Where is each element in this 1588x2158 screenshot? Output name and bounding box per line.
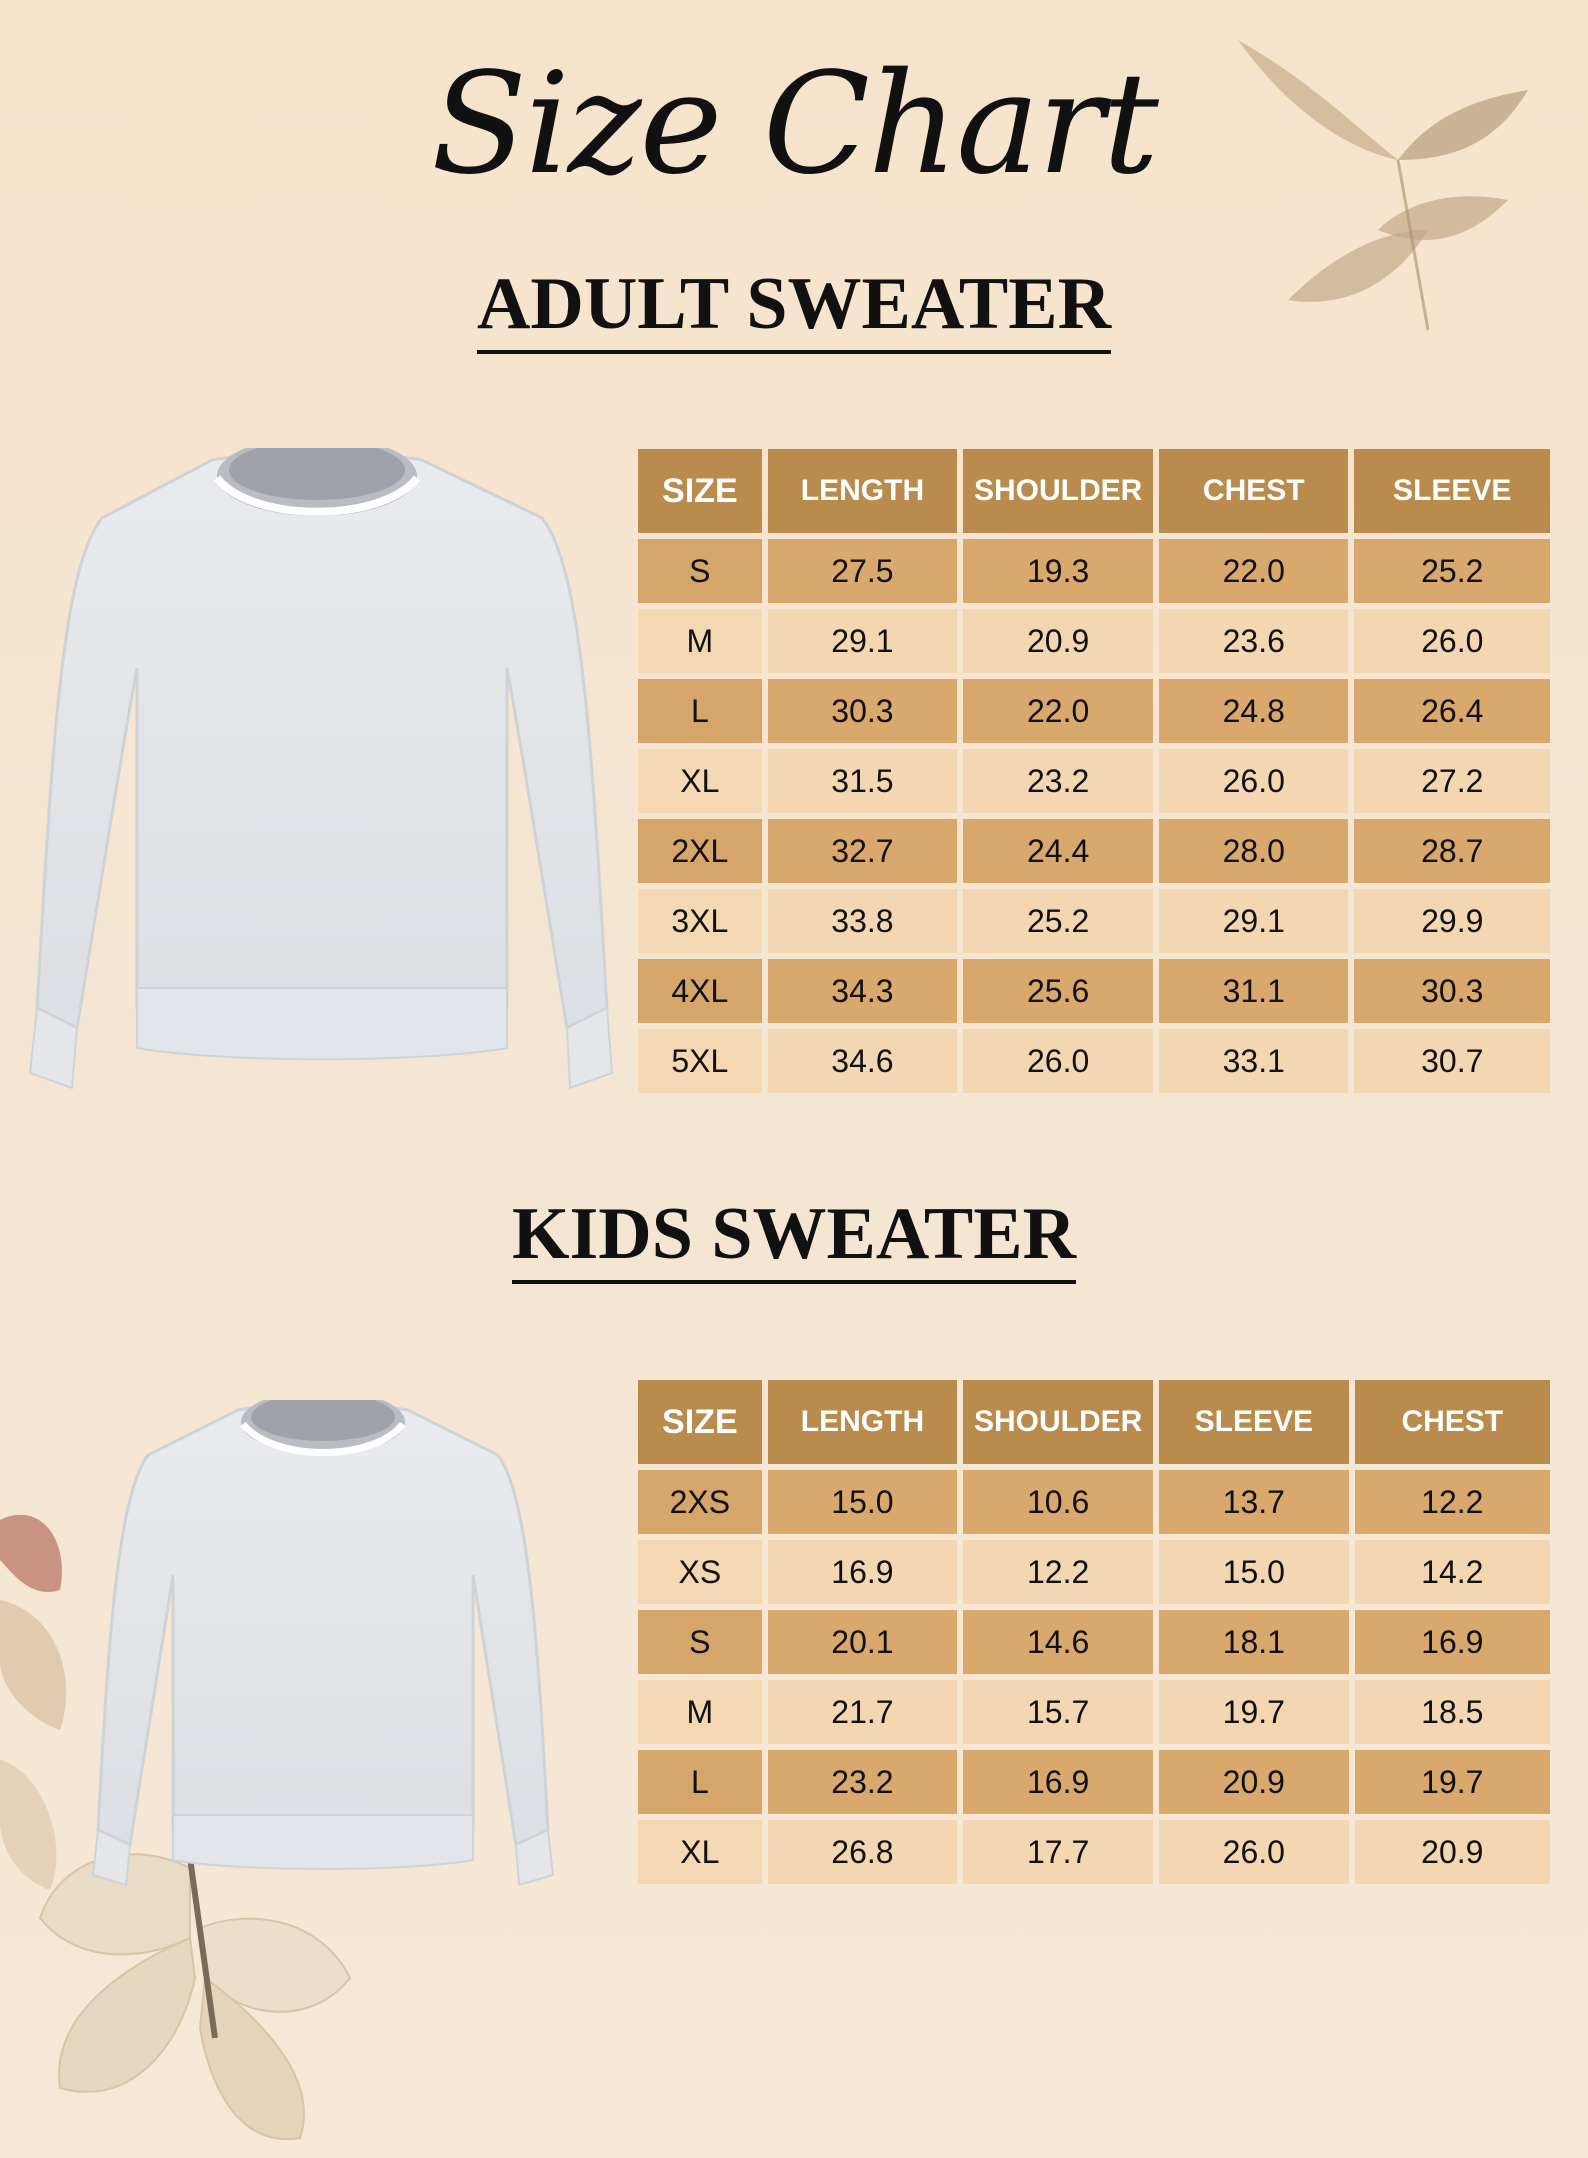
table-cell: 15.0: [1159, 1540, 1349, 1604]
table-cell: 13.7: [1159, 1470, 1349, 1534]
table-cell: 22.0: [1159, 539, 1348, 603]
table-cell: 2XS: [638, 1470, 762, 1534]
adult-section-heading: [0, 262, 1588, 354]
table-cell: 30.7: [1354, 1029, 1550, 1093]
table-cell: 27.5: [768, 539, 958, 603]
adult-section-heading-text: ADULT SWEATER: [477, 262, 1111, 354]
table-row: [638, 1540, 1550, 1604]
table-cell: 33.1: [1159, 1029, 1348, 1093]
table-cell: 12.2: [1355, 1470, 1550, 1534]
table-cell: S: [638, 539, 762, 603]
table-cell: S: [638, 1610, 762, 1674]
table-row: [638, 679, 1550, 743]
table-row: [638, 889, 1550, 953]
table-cell: 20.9: [963, 609, 1153, 673]
table-cell: 14.6: [963, 1610, 1153, 1674]
table-row: [638, 1470, 1550, 1534]
column-header-sleeve: SLEEVE: [1159, 1380, 1349, 1464]
table-cell: 19.7: [1355, 1750, 1550, 1814]
column-header-chest: CHEST: [1355, 1380, 1550, 1464]
kids-section-heading-text: KIDS SWEATER: [512, 1192, 1076, 1284]
table-cell: 16.9: [768, 1540, 958, 1604]
table-cell: 26.8: [768, 1820, 958, 1884]
table-cell: 28.0: [1159, 819, 1348, 883]
table-cell: 3XL: [638, 889, 762, 953]
table-row: [638, 1610, 1550, 1674]
table-cell: 19.3: [963, 539, 1153, 603]
table-cell: 24.8: [1159, 679, 1348, 743]
table-cell: 27.2: [1354, 749, 1550, 813]
table-row: [638, 1680, 1550, 1744]
table-cell: 32.7: [768, 819, 958, 883]
table-cell: 21.7: [768, 1680, 958, 1744]
table-cell: 30.3: [1354, 959, 1550, 1023]
column-header-length: LENGTH: [768, 1380, 958, 1464]
table-cell: L: [638, 679, 762, 743]
kids-sweater-image: [88, 1400, 558, 1900]
table-row: [638, 819, 1550, 883]
table-header-row: [638, 1380, 1550, 1464]
table-cell: 20.9: [1159, 1750, 1349, 1814]
table-cell: 34.3: [768, 959, 958, 1023]
column-header-length: LENGTH: [768, 449, 958, 533]
table-cell: 30.3: [768, 679, 958, 743]
table-row: [638, 609, 1550, 673]
table-cell: 31.1: [1159, 959, 1348, 1023]
table-row: [638, 539, 1550, 603]
table-cell: 23.6: [1159, 609, 1348, 673]
table-header-row: [638, 449, 1550, 533]
table-cell: 28.7: [1354, 819, 1550, 883]
table-row: [638, 1750, 1550, 1814]
table-cell: 29.1: [768, 609, 958, 673]
table-cell: 15.0: [768, 1470, 958, 1534]
table-row: [638, 1029, 1550, 1093]
table-cell: XL: [638, 1820, 762, 1884]
column-header-sleeve: SLEEVE: [1354, 449, 1550, 533]
table-cell: 23.2: [963, 749, 1153, 813]
table-cell: 5XL: [638, 1029, 762, 1093]
table-cell: 16.9: [1355, 1610, 1550, 1674]
kids-size-table: [632, 1374, 1556, 1890]
table-row: [638, 1820, 1550, 1884]
table-cell: 25.2: [1354, 539, 1550, 603]
adult-size-table: [632, 443, 1556, 1099]
column-header-shoulder: SHOULDER: [963, 1380, 1153, 1464]
table-cell: 4XL: [638, 959, 762, 1023]
table-cell: 26.0: [1354, 609, 1550, 673]
table-cell: 18.1: [1159, 1610, 1349, 1674]
table-cell: 2XL: [638, 819, 762, 883]
table-cell: 22.0: [963, 679, 1153, 743]
column-header-size: SIZE: [638, 1380, 762, 1464]
table-cell: 20.1: [768, 1610, 958, 1674]
table-cell: 34.6: [768, 1029, 958, 1093]
table-cell: 24.4: [963, 819, 1153, 883]
table-cell: 23.2: [768, 1750, 958, 1814]
table-cell: 33.8: [768, 889, 958, 953]
table-cell: 29.1: [1159, 889, 1348, 953]
table-cell: 19.7: [1159, 1680, 1349, 1744]
table-cell: 15.7: [963, 1680, 1153, 1744]
page-title: Size Chart: [431, 43, 1157, 206]
table-cell: 16.9: [963, 1750, 1153, 1814]
column-header-chest: CHEST: [1159, 449, 1348, 533]
table-cell: 18.5: [1355, 1680, 1550, 1744]
table-cell: 26.0: [1159, 749, 1348, 813]
table-cell: XS: [638, 1540, 762, 1604]
table-cell: 20.9: [1355, 1820, 1550, 1884]
table-cell: 12.2: [963, 1540, 1153, 1604]
table-cell: 25.6: [963, 959, 1153, 1023]
table-cell: 25.2: [963, 889, 1153, 953]
table-row: [638, 959, 1550, 1023]
table-row: [638, 749, 1550, 813]
table-cell: M: [638, 609, 762, 673]
table-cell: 26.4: [1354, 679, 1550, 743]
kids-section-heading: [0, 1192, 1588, 1284]
table-cell: 26.0: [1159, 1820, 1349, 1884]
table-cell: 31.5: [768, 749, 958, 813]
table-cell: M: [638, 1680, 762, 1744]
table-cell: 14.2: [1355, 1540, 1550, 1604]
table-cell: L: [638, 1750, 762, 1814]
table-cell: 26.0: [963, 1029, 1153, 1093]
table-cell: 29.9: [1354, 889, 1550, 953]
adult-sweater-image: [22, 448, 622, 1108]
column-header-shoulder: SHOULDER: [963, 449, 1153, 533]
table-cell: 17.7: [963, 1820, 1153, 1884]
table-cell: XL: [638, 749, 762, 813]
table-cell: 10.6: [963, 1470, 1153, 1534]
column-header-size: SIZE: [638, 449, 762, 533]
